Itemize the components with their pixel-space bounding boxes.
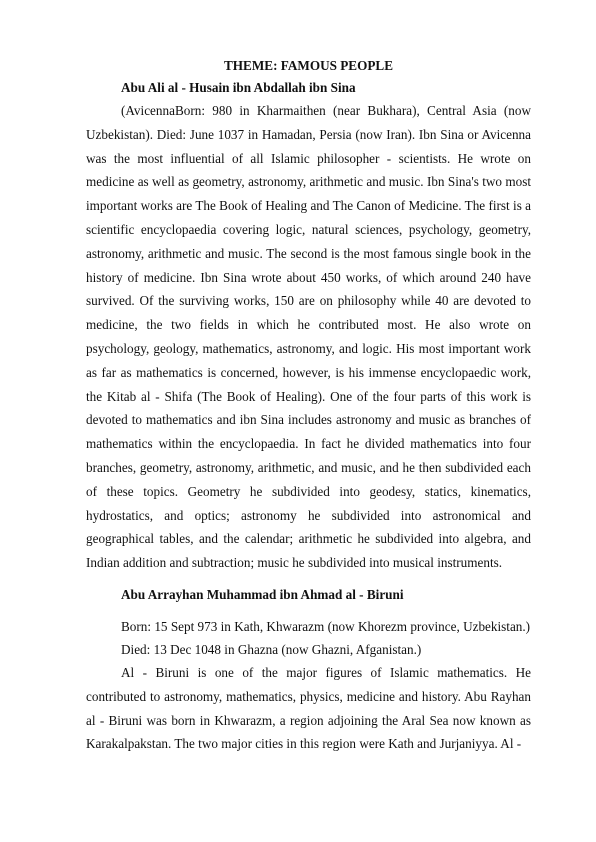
paragraph-al-biruni: Al - Biruni is one of the major figures of Islamic mathematics. He contributed to astronomy, mathematics, physics, medicine and history. Abu Rayhan al - Biruni was born in Khwarazm, a region adjoining the Aral Sea now known as Karakalpakstan. The two major cities in this region were Kath and Jurjaniyya. Al - xyxy=(86,664,531,752)
page-title: THEME: FAMOUS PEOPLE xyxy=(224,58,393,73)
died-line: Died: 13 Dec 1048 in Ghazna (now Ghazni, Afganistan.) xyxy=(121,641,422,657)
section-heading-ibn-sina: Abu Ali al - Husain ibn Abdallah ibn Sina xyxy=(121,80,356,95)
page-content xyxy=(86,56,531,756)
paragraph-ibn-sina: (AvicennaBorn: 980 in Kharmaithen (near Bukhara), Central Asia (now Uzbekistan). Died: June 1037 in Hamadan, Persia (now Iran). Ibn Sina or Avicenna was the most influential of all Islamic philosopher - scientists. He wrote on medicine as well as geometry, astronomy, arithmetic and music. Ibn Sina's two most important works are The Book of Healing and The Canon of Medicine. The first is a scientific encyclopaedia covering logic, natural sciences, psychology, geometry, astronomy, arithmetic and music. The second is the most famous single book in the history of medicine. Ibn Sina wrote about 450 works, of which around 240 have survived. Of the surviving works, 150 are on philosophy while 40 are devoted to medicine, the two fields in which he contributed most. He also wrote on psychology, geology, mathematics, astronomy, and logic. His most important work as far as mathematics is concerned, however, is his immense encyclopaedic work, the Kitab al - Shifa (The Book of Healing). One of the four parts of this work is devoted to mathematics and ibn Sina includes astronomy and music as branches of mathematics within the encyclopaedia. In fact he divided mathematics into four branches, geometry, astronomy, arithmetic, and music, and he then subdivided each of these topics. Geometry he subdivided into geodesy, statics, kinematics, hydrostatics, and optics; astronomy he subdivided into astronomical and geographical tables, and the calendar; arithmetic he subdivided into algebra, and Indian addition and subtraction; music he subdivided into musical instruments. xyxy=(86,103,531,571)
born-line: Born: 15 Sept 973 in Kath, Khwarazm (now Khorezm province, Uzbekistan.) xyxy=(121,618,531,634)
section-heading-al-biruni: Abu Arrayhan Muhammad ibn Ahmad al - Biruni xyxy=(121,586,404,602)
